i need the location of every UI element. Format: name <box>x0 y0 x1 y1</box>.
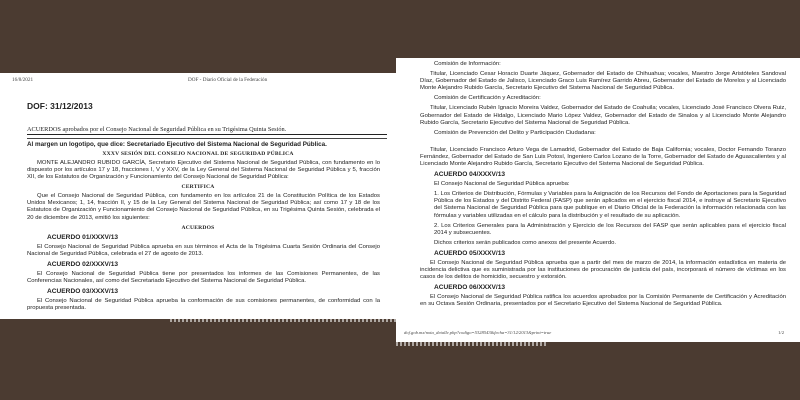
acuerdo-heading: ACUERDO 05/XXXV/13 <box>434 249 506 257</box>
torn-edge <box>170 316 400 322</box>
dof-date: DOF: 31/12/2013 <box>27 101 93 111</box>
acuerdo-text: El Consejo Nacional de Seguridad Pública tiene por presentados los informes de las Comisiones Permanentes, de las Conferencias Nacionales, así como del Secretariado Ejecutivo del Sistema Nacional de Seguridad Pública. <box>27 270 380 284</box>
acuerdo-item: 1. Los Criterios de Distribución, Fórmulas y Variables para la Asignación de los Recursos del Fondo de Aportaciones para la Seguridad Pública de los Estados y del Distrito Federal (FASP) que serán aplicados en el ejercicio fiscal 2014, e instruye al Secretario Ejecutivo del Sistema Nacional de Seguridad Pública para que publique en el Diario Oficial de la Federación la información relacionada con las fórmulas y variables utilizadas en el cálculo para la distribución y el resultado de su aplicación. <box>434 191 786 219</box>
print-date: 16/8/2021 <box>12 77 34 83</box>
acuerdo-heading: ACUERDO 06/XXXV/13 <box>434 284 506 292</box>
margin-note: Al margen un logotipo, que dice: Secretariado Ejecutivo del Sistema Nacional de Seguridad Pública. <box>27 138 387 148</box>
commission-name: Comisión de Información: <box>434 61 501 67</box>
commission-members: Titular, Licenciado Cesar Horacio Duarte Jáquez, Gobernador del Estado de Chihuahua; vocales, Maestro Jorge Aristóteles Sandoval Díaz, Gobernador del Estado de Jalisco, Licenciado Graco Luis Ramírez Garrido Abreu, Gobernador del Estado de Morelos y al Licenciado Monte Alejandro Rubido García, Secretario Ejecutivo del Sistema Nacional de Seguridad Pública. <box>420 71 786 92</box>
page-number: 1/2 <box>778 330 784 335</box>
document-page-left <box>0 73 396 319</box>
acuerdo-closing: Dichos criterios serán publicados como anexos del presente Acuerdo. <box>434 239 617 246</box>
document-title: ACUERDOS aprobados por el Consejo Nacional de Seguridad Pública en su Trigésima Quinta Sesión. <box>27 126 387 135</box>
commission-members: Titular, Licenciado Rubén Ignacio Moreira Valdez, Gobernador del Estado de Coahuila; vocales, Licenciado José Francisco Olvera Ruiz, Gobernador del Estado de Hidalgo, Licenciado Mario López Valdez, Gobernador del Estado de Sinaloa y al Licenciado Monte Alejandro Rubido García, Secretario Ejecutivo del Sistema Nacional de Seguridad Pública. <box>420 105 786 126</box>
acuerdo-heading: ACUERDO 03/XXXV/13 <box>47 288 119 296</box>
certifica-heading: CERTIFICA <box>181 184 215 191</box>
torn-edge <box>396 341 546 346</box>
acuerdo-text: El Consejo Nacional de Seguridad Pública ratifica los acuerdos aprobados por la Comisión Permanente de Certificación y Acreditación en su Octava Sesión Ordinaria, presentados por el Secretario Ejecutivo del Sistema Nacional de Seguridad Pública. <box>420 294 786 308</box>
document-page-right <box>396 58 800 342</box>
commission-name: Comisión de Prevención del Delito y Participación Ciudadana: <box>434 129 596 136</box>
session-heading: XXXV SESIÓN DEL CONSEJO NACIONAL DE SEGURIDAD PÚBLICA <box>102 151 294 157</box>
page-header <box>10 76 386 86</box>
footer-url: dof.gob.mx/nota_detalle.php?codigo=5328543&fecha=31/12/2013&print=true <box>404 330 552 335</box>
acuerdo-text: El Consejo Nacional de Seguridad Pública aprueba en sus términos el Acta de la Trigésima Cuarta Sesión Ordinaria del Consejo Nacional de Seguridad Pública, celebrada el 27 de agosto de 2013. <box>27 243 380 257</box>
certifica-paragraph: Que el Consejo Nacional de Seguridad Pública, con fundamento en los artículos 21 de la Constitución Política de los Estados Unidos Mexicanos; 1, 14, fracción II, y 15 de la Ley General del Sistema Nacional de Seguridad Pública; así como 17 y 18 de los Estatutos de Organización y Funcionamiento del Consejo Nacional de Seguridad Pública, en su Trigésima Quinta Sesión, celebrada el 20 de diciembre de 2013, emitió los siguientes: <box>27 193 380 221</box>
acuerdos-heading: ACUERDOS <box>181 224 215 231</box>
intro-paragraph: MONTE ALEJANDRO RUBIDO GARCÍA, Secretario Ejecutivo del Sistema Nacional de Seguridad Pública, con fundamento en lo dispuesto por los artículos 17 y 18, fracciones I, V y XXV, de la Ley General del Sistema Nacional de Seguridad Pública y 5, fracción XII, de los Estatutos de Organización y Funcionamiento del Consejo Nacional de Seguridad Pública: <box>27 160 380 181</box>
acuerdo-heading: ACUERDO 02/XXXV/13 <box>47 260 119 268</box>
acuerdo-heading: ACUERDO 01/XXXV/13 <box>47 233 119 241</box>
page-footer <box>404 330 790 335</box>
acuerdo-heading: ACUERDO 04/XXXV/13 <box>434 171 506 179</box>
acuerdo-item: 2. Los Criterios Generales para la Administración y Ejercicio de los Recursos del FASP que serán aplicables para el ejercicio fiscal 2014 y subsecuentes. <box>434 222 786 236</box>
acuerdo-intro: El Consejo Nacional de Seguridad Pública aprueba: <box>434 181 570 188</box>
acuerdo-text: El Consejo Nacional de Seguridad Pública aprueba que a partir del mes de marzo de 2014, la información estadística en materia de incidencia delictiva que es suministrada por las instituciones de procuración de justicia del país, incorporará el número de víctimas en los casos de los delitos de homicidio, secuestro y extorsión. <box>420 259 786 281</box>
commission-members: Titular, Licenciado Francisco Arturo Vega de Lamadrid, Gobernador del Estado de Baja California; vocales, Doctor Fernando Toranzo Fernández, Gobernador del Estado de San Luis Potosí, Ingeniero Carlos Lozano de la Torre, Gobernador del Estado de Aguascalientes y al Licenciado Monte Alejandro Rubido García, Secretario Ejecutivo del Sistema Nacional de Seguridad Pública. <box>420 146 786 168</box>
header-source: DOF - Diario Oficial de la Federación <box>188 77 268 83</box>
acuerdo-text: El Consejo Nacional de Seguridad Pública aprueba la conformación de sus comisiones permanentes, de conformidad con la propuesta presentada. <box>27 298 380 312</box>
commission-name: Comisión de Certificación y Acreditación: <box>434 95 541 102</box>
